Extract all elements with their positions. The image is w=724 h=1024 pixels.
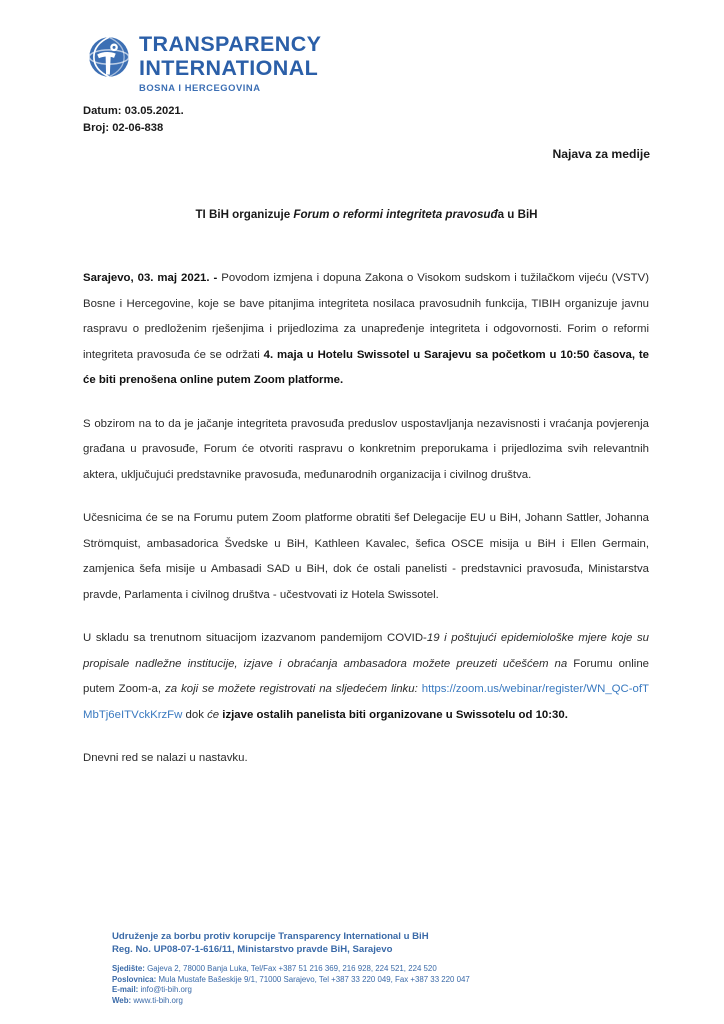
paragraph-4-italic-b: za koji se možete registrovati na sljedećem linku: (161, 683, 422, 695)
logo-line-country: BOSNA I HERCEGOVINA (139, 82, 261, 93)
logo-wordmark (139, 34, 321, 92)
paragraph-5: Dnevni red se nalazi u nastavku. (83, 752, 248, 764)
title-prefix: TI BiH organizuje (195, 208, 294, 221)
paragraph-3: Učesnicima će se na Forumu putem Zoom platforme obratiti šef Delegacije EU u BiH, Johann Sattler, Johanna Strömquist, ambasadorica Švedske u BiH, Kathleen Kavalec, šefica OSCE misija u BiH i Ellen Germain, zamjenica šefa misije u Ambasadi SAD u BiH, dok će ostali panelisti - predstavnici pravosuđa, Ministarstva pravde, Parlamenta i civilnog društva - učestvovati iz Hotela Swissotel. (83, 512, 649, 601)
footer-email-label: E-mail: (112, 985, 139, 995)
title-italic-part: Forum o reformi integriteta pravosuđ (293, 208, 498, 221)
footer-hq-label: Sjedište: (112, 964, 145, 974)
footer-headquarters (112, 964, 632, 974)
paragraph-4-text-a: U skladu sa trenutnom situacijom izazvanom pandemijom COVID- (83, 632, 427, 644)
paragraph-4-text-b: Forumu online putem Zoom-a, (83, 657, 649, 695)
paragraph-1-text-b: . Forim o reformi integriteta pravosuđa će se održati (83, 323, 649, 361)
footer-web-label: Web: (112, 995, 132, 1005)
footer-web (112, 996, 632, 1006)
paragraph-4-italic-c: će (207, 708, 223, 721)
paragraph-1-text-a: Povodom izmjena i dopuna Zakona o Visokom sudskom i tužilačkom vijeću (VSTV) Bosne i Hercegovine, koje se bave pitanjima integriteta nosilaca pravosudnih funkcija, TIBIH organizuje javnu raspravu o predloženim rješenjima i prijedlozima za unapređenje integriteta i odgovornosti (83, 272, 649, 335)
footer-hq-value: Gajeva 2, 78000 Banja Luka, Tel/Fax +387 51 216 369, 216 928, 224 521, 224 520 (144, 964, 437, 974)
paragraph-4-text-c: dok (182, 708, 208, 721)
footer-org-line-2: Reg. No. UP08-07-1-616/11, Ministarstvo pravde BiH, Sarajevo (112, 944, 393, 956)
media-announcement-label: Najava za medije (552, 147, 650, 161)
paragraph-4 (83, 626, 649, 728)
footer-org-line-1: Udruženje za borbu protiv korupcije Transparency International u BiH (112, 931, 429, 942)
document-meta (83, 103, 184, 136)
footer-email (112, 985, 632, 995)
paragraph-4-italic-a: 19 i poštujući epidemiološke mjere koje su propisale nadležne institucije, izjave i obraćanja ambasadora možete preuzeti učešćem na (83, 632, 649, 670)
footer-organization (112, 930, 632, 956)
footer-branch-label: Poslovnica: (112, 974, 157, 984)
paragraph-4-bold: izjave ostalih panelista biti organizovane u Swissotelu od 10:30. (222, 708, 568, 721)
logo-line-transparency: TRANSPARENCY (139, 32, 322, 56)
paragraph-2: S obzirom na to da je jačanje integriteta pravosuđa preduslov uspostavljanja nezavisnosti i vraćanja povjerenja građana u pravosuđe, Forum će otvoriti raspravu o konkretnim preporukama i prijedlozima svih relevantnih aktera, uključujući predstavnike pravosuđa, međunarodnih organizacija i civilnog društva. (83, 417, 649, 481)
paragraph-1 (83, 266, 649, 394)
document-number: Broj: 02-06-838 (83, 121, 164, 134)
document-footer (112, 930, 632, 1006)
footer-email-value[interactable]: info@ti-bih.org (138, 985, 192, 995)
logo-line-international: INTERNATIONAL (139, 55, 319, 80)
paragraph-1-bold: 4. maja u Hotelu Swissotel u Sarajevu sa početkom u 10:50 časova, te će biti prenošena online putem Zoom platforme. (83, 348, 649, 386)
page-title (83, 208, 650, 221)
document-date: Datum: 03.05.2021. (83, 105, 184, 117)
organization-logo (88, 34, 321, 92)
footer-branch (112, 975, 632, 985)
document-body (83, 266, 649, 772)
footer-contact-details (112, 964, 632, 1006)
footer-web-value[interactable]: www.ti-bih.org (131, 995, 183, 1005)
zoom-registration-link[interactable]: https://zoom.us/webinar/register/WN_QC-ofTMbTj6eITVckKrzFw (83, 683, 649, 721)
footer-branch-value: Mula Mustafe Bašeskije 9/1, 71000 Sarajevo, Tel +387 33 220 049, Fax +387 33 220 047 (156, 974, 470, 984)
paragraph-1-dateline: Sarajevo, 03. maj 2021. - (83, 272, 222, 284)
transparency-international-globe-icon (88, 36, 130, 78)
title-suffix: a u BiH (497, 208, 538, 221)
